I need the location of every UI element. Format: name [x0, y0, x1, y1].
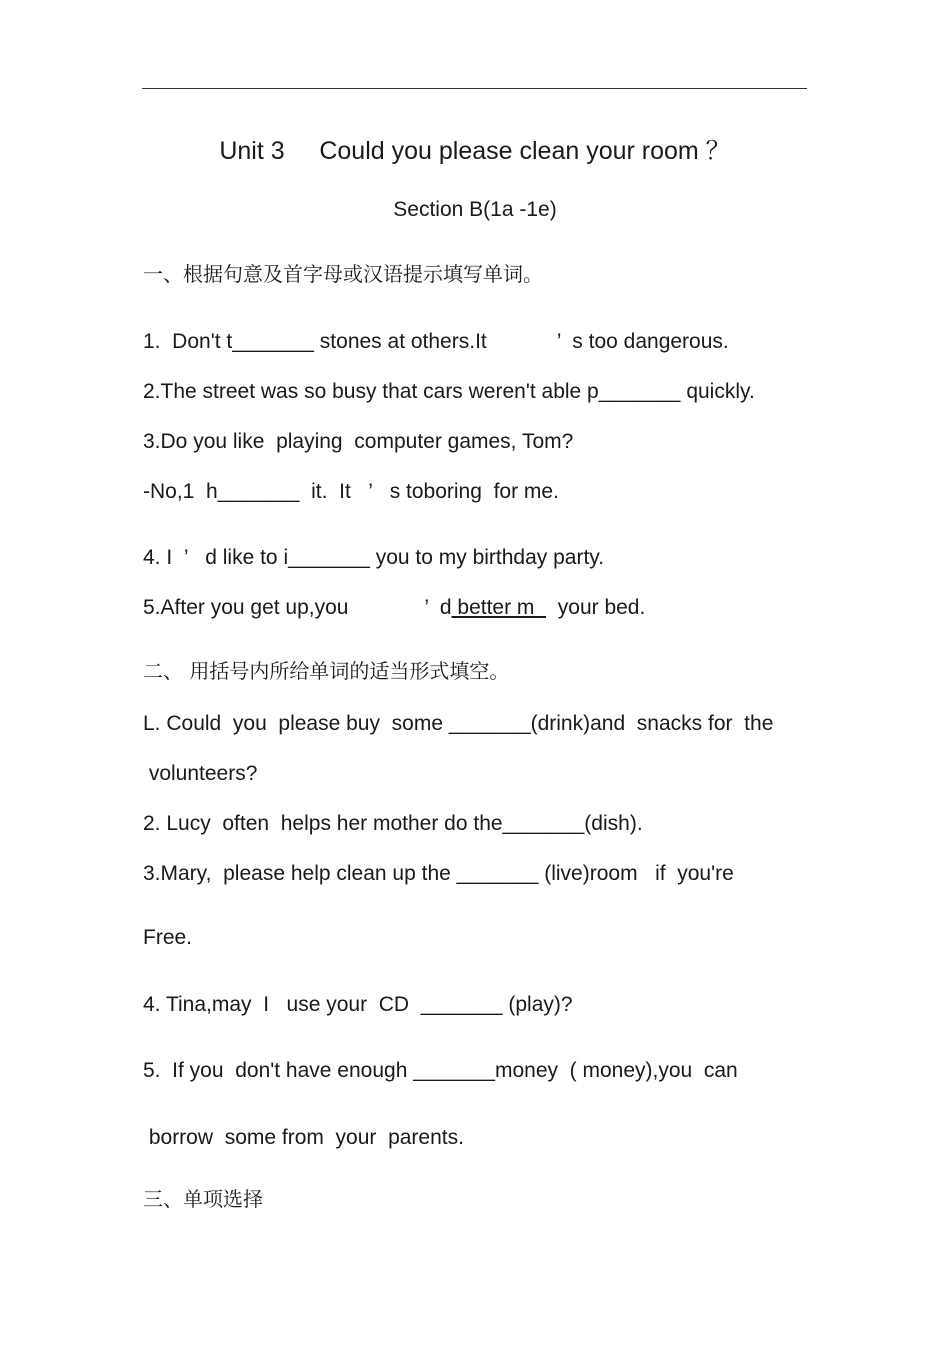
question-1-2: 2.The street was so busy that cars weren't able p_______ quickly.: [143, 380, 755, 403]
question-1-1: 1. Don't t_______ stones at others.It ’ s too dangerous.: [143, 330, 729, 353]
question-2-1b: volunteers?: [143, 762, 258, 785]
question-1-3b: -No,1 h_______ it. It ’ s toboring for me.: [143, 480, 559, 503]
question-2-5b: borrow some from your parents.: [143, 1126, 464, 1149]
question-1-5: [143, 595, 645, 621]
section3-heading: 三、单项选择: [143, 1187, 263, 1211]
question-1-5-answer: better m: [451, 596, 547, 619]
question-1-3a: 3.Do you like playing computer games, Tom?: [143, 430, 574, 453]
page-title: Unit 3 Could you please clean your room ？: [219, 137, 731, 165]
page-subtitle: Section B(1a -1e): [393, 198, 557, 221]
section2-heading: 二、 用括号内所给单词的适当形式填空。: [143, 659, 510, 683]
question-2-3b: Free.: [143, 926, 193, 949]
question-1-5-post: your bed.: [546, 596, 646, 619]
question-2-3a: 3.Mary, please help clean up the _______ (live)room if you're: [143, 862, 734, 885]
header-rule: [142, 88, 807, 89]
question-1-5-pre: 5.After you get up,you ’ d: [143, 596, 452, 619]
question-2-5a: 5. If you don't have enough _______money ( money),you can: [143, 1059, 738, 1082]
question-1-4: 4. I ’ d like to i_______ you to my birthday party.: [143, 546, 605, 569]
section1-heading: 一、根据句意及首字母或汉语提示填写单词。: [143, 262, 543, 286]
question-2-2: 2. Lucy often helps her mother do the_______(dish).: [143, 812, 643, 835]
question-2-4: 4. Tina,may I use your CD _______ (play)?: [143, 993, 573, 1016]
question-2-1a: L. Could you please buy some _______(drink)and snacks for the: [143, 712, 774, 735]
